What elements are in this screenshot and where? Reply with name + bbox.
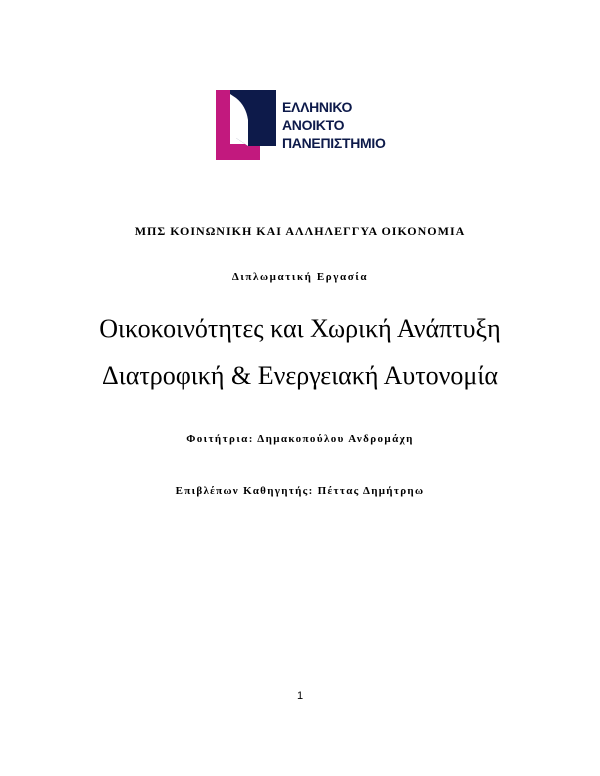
logo-mark-icon [216, 90, 280, 160]
supervisor-name: Επιβλέπων Καθηγητής: Πέττας Δημήτρηω [175, 485, 425, 497]
program-name: ΜΠΣ ΚΟΙΝΩΝΙΚΗ ΚΑΙ ΑΛΛΗΛΕΓΓΥΑ ΟΙΚΟΝΟΜΙΑ [134, 224, 466, 238]
thesis-title-line-1: Οικοκοινότητες και Χωρική Ανάπτυξη [99, 314, 501, 343]
thesis-title-line-2: Διατροφική & Ενεργειακή Αυτονομία [102, 361, 498, 390]
university-logo [216, 90, 386, 160]
logo-line: ΕΛΛΗΝΙΚΟ [282, 99, 353, 115]
page-number: 1 [296, 690, 304, 702]
document-type: Διπλωματική Εργασία [231, 271, 369, 283]
logo-wordmark [282, 98, 386, 152]
student-name: Φοιτήτρια: Δημακοπούλου Ανδρομάχη [186, 433, 414, 445]
logo-line: ΑΝΟΙΚΤΟ [282, 117, 345, 133]
logo-line: ΠΑΝΕΠΙΣΤΗΜΙΟ [282, 135, 386, 151]
